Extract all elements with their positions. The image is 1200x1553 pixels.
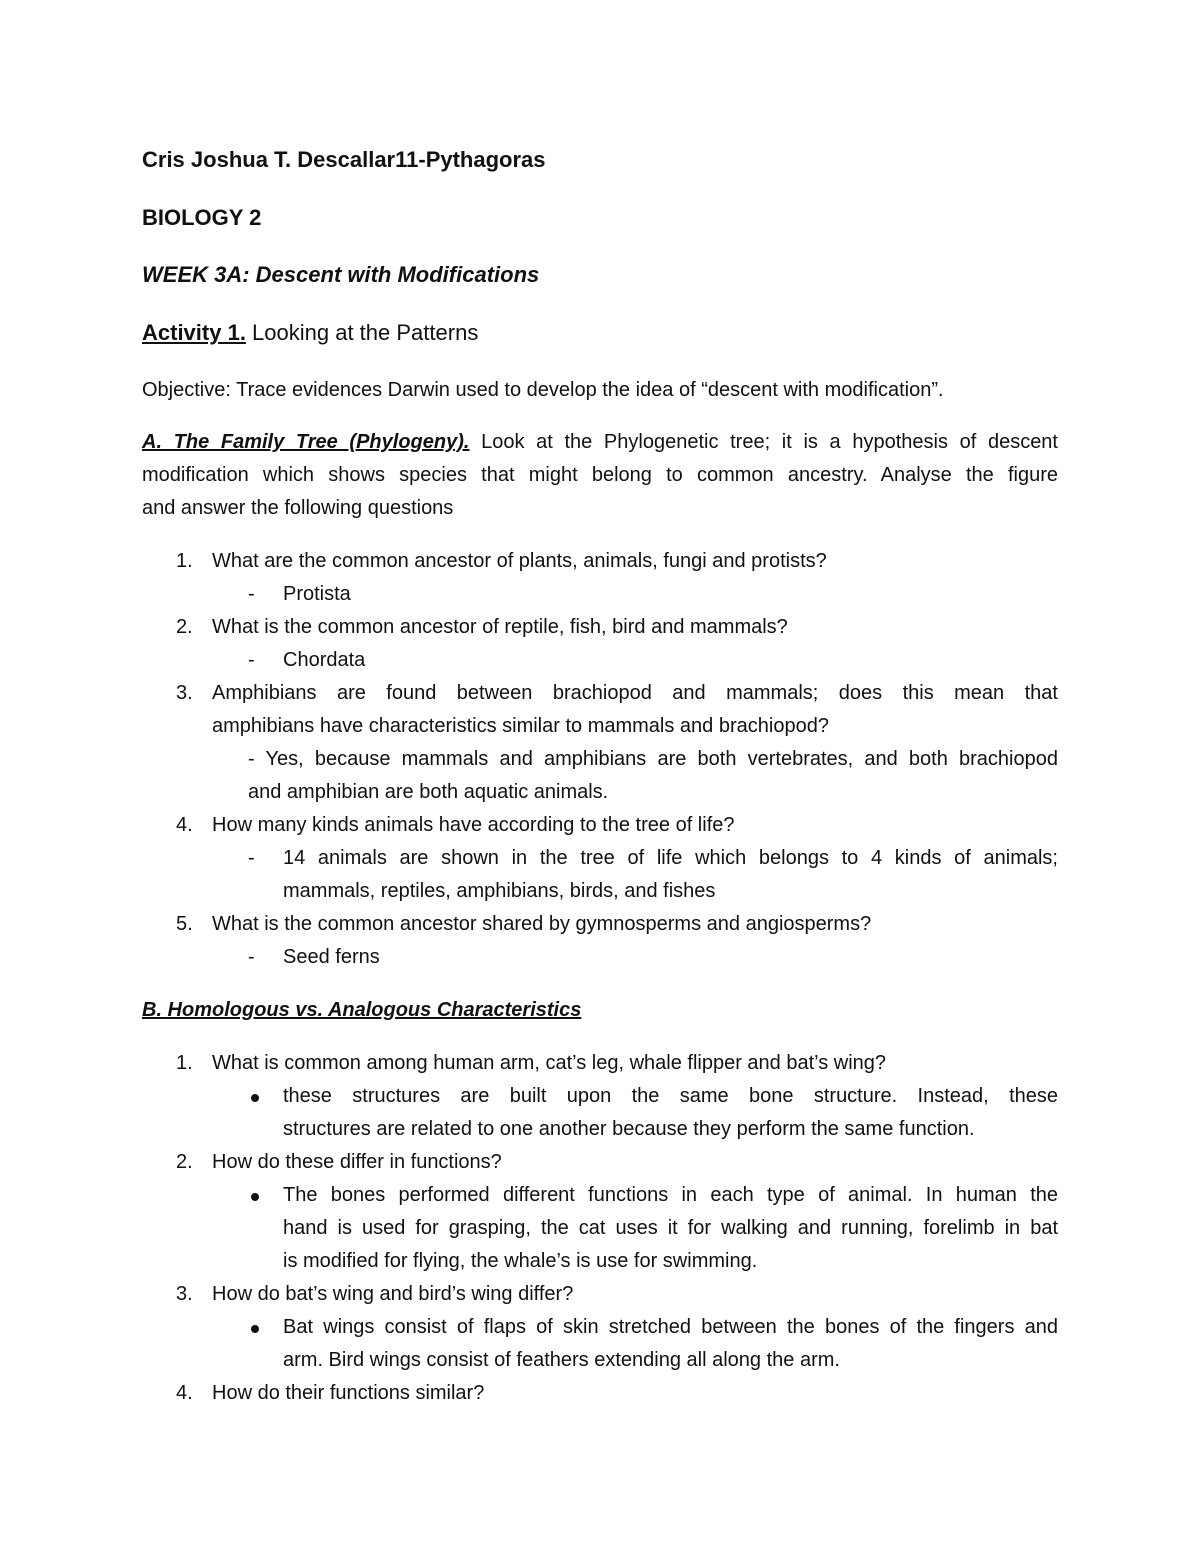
activity-label: Activity 1. — [142, 320, 246, 345]
section-a-intro-1: Look at the Phylogenetic tree; it is a hypothesis of descent — [469, 431, 1058, 453]
b-q2-number: 2. — [176, 1151, 193, 1173]
subject-title: BIOLOGY 2 — [142, 205, 262, 230]
a-q2-text: What is the common ancestor of reptile, fish, bird and mammals? — [212, 616, 788, 638]
activity-heading — [142, 321, 478, 345]
a-q3-line-2: amphibians have characteristics similar to mammals and brachiopod? — [212, 715, 829, 737]
b-q2-text: How do these differ in functions? — [212, 1151, 502, 1173]
a-a1-text: Protista — [283, 583, 351, 605]
activity-title: Looking at the Patterns — [245, 320, 479, 345]
a-q4-number: 4. — [176, 814, 193, 836]
b-a3-line-2: arm. Bird wings consist of feathers extending all along the arm. — [283, 1349, 840, 1371]
bullet-icon — [251, 1325, 259, 1333]
a-q4-text: How many kinds animals have according to the tree of life? — [212, 814, 735, 836]
a-q5-number: 5. — [176, 913, 193, 935]
a-a3-line-2: and amphibian are both aquatic animals. — [248, 781, 609, 803]
week-title: WEEK 3A: Descent with Modifications — [142, 262, 540, 287]
bullet-icon — [251, 1094, 259, 1102]
b-a3-line-1: Bat wings consist of flaps of skin stretched between the bones of the fingers and — [283, 1316, 1058, 1338]
a-a2-text: Chordata — [283, 649, 366, 671]
a-a5-dash: - — [248, 946, 255, 968]
b-q3-number: 3. — [176, 1283, 193, 1305]
a-q5-text: What is the common ancestor shared by gymnosperms and angiosperms? — [212, 913, 872, 935]
a-a3-line-1: - Yes, because mammals and amphibians are both vertebrates, and both brachiopod — [248, 748, 1058, 770]
b-q3-text: How do bat’s wing and bird’s wing differ? — [212, 1283, 574, 1305]
b-q1-text: What is common among human arm, cat’s leg, whale flipper and bat’s wing? — [212, 1052, 887, 1074]
section-a-intro-line-2: modification which shows species that might belong to common ancestry. Analyse the figure — [142, 464, 1058, 486]
b-a2-line-1: The bones performed different functions in each type of animal. In human the — [283, 1184, 1058, 1206]
a-q3-number: 3. — [176, 682, 193, 704]
a-a1-dash: - — [248, 583, 255, 605]
b-q1-number: 1. — [176, 1052, 193, 1074]
a-q1-text: What are the common ancestor of plants, animals, fungi and protists? — [212, 550, 827, 572]
a-q1-number: 1. — [176, 550, 193, 572]
a-q2-number: 2. — [176, 616, 193, 638]
section-a-intro-line-3: and answer the following questions — [142, 497, 454, 519]
a-a4-line-1: 14 animals are shown in the tree of life which belongs to 4 kinds of animals; — [283, 847, 1058, 869]
a-a5-text: Seed ferns — [283, 946, 380, 968]
b-a1-line-1: these structures are built upon the same bone structure. Instead, these — [283, 1085, 1058, 1107]
b-a2-line-2: hand is used for grasping, the cat uses it for walking and running, forelimb in bat — [283, 1217, 1058, 1239]
objective-text: Objective: Trace evidences Darwin used to develop the idea of “descent with modification”. — [142, 379, 944, 401]
student-name-line: Cris Joshua T. Descallar11-Pythagoras — [142, 147, 546, 172]
a-a4-dash: - — [248, 847, 255, 869]
a-a4-line-2: mammals, reptiles, amphibians, birds, and fishes — [283, 880, 716, 902]
b-a1-line-2: structures are related to one another because they perform the same function. — [283, 1118, 975, 1140]
section-a-intro-line-1 — [142, 430, 1058, 454]
a-q3-line-1: Amphibians are found between brachiopod and mammals; does this mean that — [212, 682, 1058, 704]
section-a-heading: A. The Family Tree (Phylogeny). — [142, 431, 470, 453]
b-q4-number: 4. — [176, 1382, 193, 1404]
a-a2-dash: - — [248, 649, 255, 671]
b-a2-line-3: is modified for flying, the whale’s is use for swimming. — [283, 1250, 758, 1272]
bullet-icon — [251, 1193, 259, 1201]
section-b-heading: B. Homologous vs. Analogous Characteristics — [142, 999, 582, 1021]
b-q4-text: How do their functions similar? — [212, 1382, 485, 1404]
